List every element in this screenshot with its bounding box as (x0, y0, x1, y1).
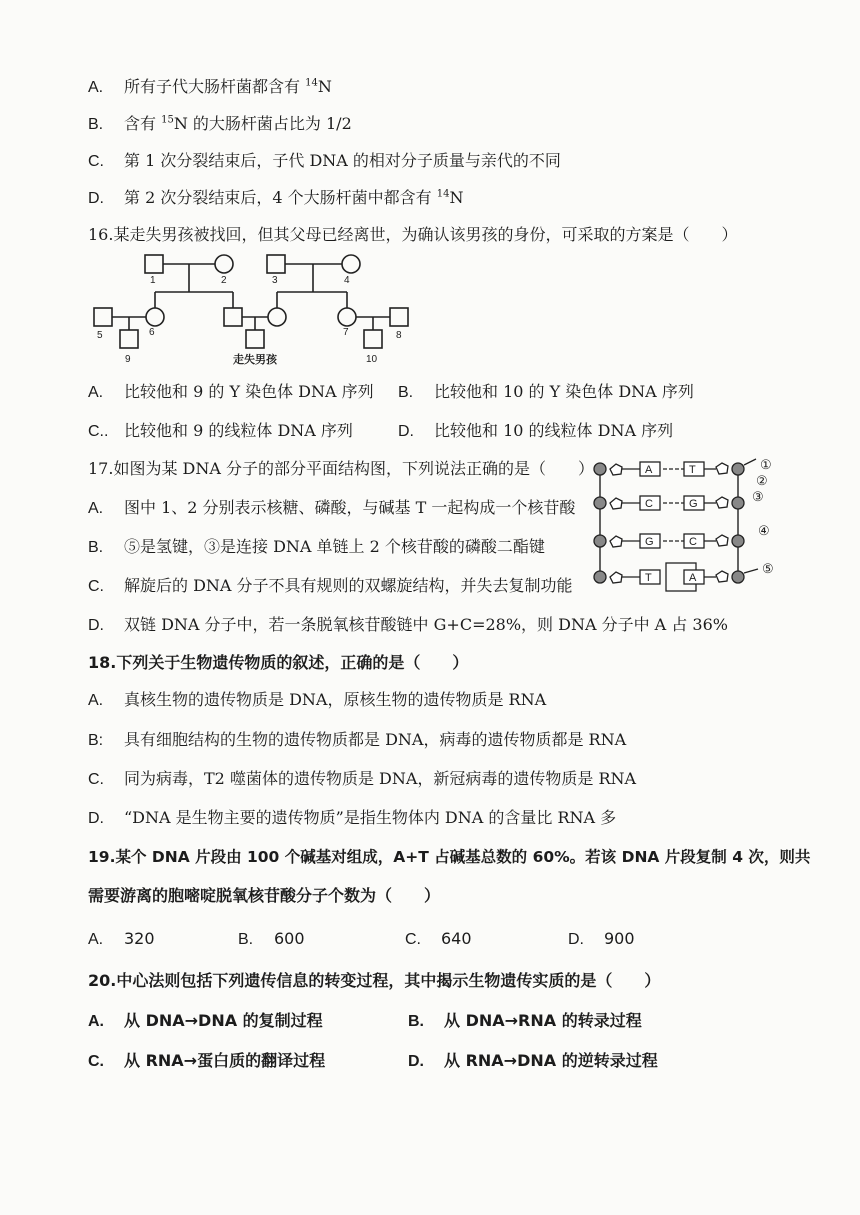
pedigree-male-1 (145, 255, 163, 273)
q16-option-a[interactable]: A. 比较他和 9 的 Y 染色体 DNA 序列 (88, 382, 374, 401)
q19-option-a[interactable]: A. 320 (88, 929, 155, 948)
q18-stem: 18.下列关于生物遗传物质的叙述，正确的是（ ） (88, 653, 469, 672)
pedigree-label-4: 4 (344, 275, 350, 286)
q16-option-d[interactable]: D. 比较他和 10 的线粒体 DNA 序列 (398, 421, 674, 440)
dna-label-1: ① (760, 457, 772, 472)
pedigree-female-6 (146, 308, 164, 326)
pedigree-label-2: 2 (221, 275, 227, 286)
pedigree-male-5 (94, 308, 112, 326)
pedigree-lost-boy-label: 走失男孩 (233, 354, 277, 366)
pedigree-label-6: 6 (149, 327, 155, 338)
pedigree-male-father (224, 308, 242, 326)
q17-stem: 17.如图为某 DNA 分子的部分平面结构图，下列说法正确的是（ ） (88, 459, 595, 478)
dna-base-a-top: A (645, 464, 653, 476)
q20-option-a[interactable]: A. 从 DNA→DNA 的复制过程 (88, 1011, 323, 1030)
pedigree-male-9 (120, 330, 138, 348)
pedigree-male-3 (267, 255, 285, 273)
dna-base-t-row4: T (645, 572, 652, 584)
pedigree-label-9: 9 (125, 354, 131, 365)
pedigree-label-1: 1 (150, 275, 156, 286)
q20-option-c[interactable]: C. 从 RNA→蛋白质的翻译过程 (88, 1051, 326, 1070)
q20-option-d[interactable]: D. 从 RNA→DNA 的逆转录过程 (408, 1051, 658, 1070)
pedigree-diagram (85, 250, 425, 370)
dna-structure-diagram (588, 455, 788, 595)
pedigree-label-3: 3 (272, 275, 278, 286)
pedigree-label-5: 5 (97, 330, 103, 341)
dna-base-t-top: T (689, 464, 696, 476)
q17-option-d[interactable]: D. 双链 DNA 分子中，若一条脱氧核苷酸链中 G+C=28%，则 DNA 分子中 A 占 36% (88, 615, 728, 634)
pedigree-female-2 (215, 255, 233, 273)
q18-option-c[interactable]: C. 同为病毒，T2 噬菌体的遗传物质是 DNA，新冠病毒的遗传物质是 RNA (88, 769, 637, 788)
q19-option-d[interactable]: D. 900 (568, 929, 635, 948)
pedigree-mother (268, 308, 286, 326)
q17-option-a[interactable]: A. 图中 1、2 分别表示核糖、磷酸，与碱基 T 一起构成一个核苷酸 (88, 498, 576, 517)
dna-base-g-row2: G (689, 498, 698, 510)
dna-base-g-row3: G (645, 536, 654, 548)
q19-stem-line1: 19.某个 DNA 片段由 100 个碱基对组成，A+T 占碱基总数的 60%。若该 DNA 片段复制 4 次，则共 (88, 848, 811, 866)
q19-option-b[interactable]: B. 600 (238, 929, 305, 948)
q19-option-c[interactable]: C. 640 (405, 929, 472, 948)
q17-option-c[interactable]: C. 解旋后的 DNA 分子不具有规则的双螺旋结构，并失去复制功能 (88, 576, 573, 595)
q16-option-c[interactable]: C.. 比较他和 9 的线粒体 DNA 序列 (88, 421, 353, 440)
q19-stem-line2: 需要游离的胞嘧啶脱氧核苷酸分子个数为（ ） (88, 886, 441, 905)
pedigree-label-10: 10 (366, 354, 378, 365)
q15-option-a[interactable]: A. 所有子代大肠杆菌都含有 $^{14}$N (88, 77, 332, 96)
pedigree-male-8 (390, 308, 408, 326)
dna-label-5: ⑤ (762, 561, 774, 576)
q15-option-b[interactable]: B. 含有 $^{15}$N 的大肠杆菌占比为 1/2 (88, 114, 352, 133)
dna-label-4: ④ (758, 523, 770, 538)
q20-stem: 20.中心法则包括下列遗传信息的转变过程，其中揭示生物遗传实质的是（ ） (88, 971, 661, 990)
pedigree-male-10 (364, 330, 382, 348)
q18-option-a[interactable]: A. 真核生物的遗传物质是 DNA，原核生物的遗传物质是 RNA (88, 690, 547, 709)
dna-base-a-row4: A (689, 572, 697, 584)
q20-option-b[interactable]: B. 从 DNA→RNA 的转录过程 (408, 1011, 642, 1030)
q17-option-b[interactable]: B. ⑤是氢键，③是连接 DNA 单链上 2 个核苷酸的磷酸二酯键 (88, 537, 545, 556)
pedigree-label-7: 7 (343, 327, 349, 338)
q16-option-b[interactable]: B. 比较他和 10 的 Y 染色体 DNA 序列 (398, 382, 694, 401)
q18-option-d[interactable]: D. “DNA 是生物主要的遗传物质”是指生物体内 DNA 的含量比 RNA 多 (88, 808, 617, 827)
q15-option-d[interactable]: D. 第 2 次分裂结束后，4 个大肠杆菌中都含有 $^{14}$N (88, 188, 464, 207)
dna-base-c-row3: C (689, 536, 697, 548)
q18-option-b[interactable]: B: 具有细胞结构的生物的遗传物质都是 DNA，病毒的遗传物质都是 RNA (88, 730, 627, 749)
pedigree-female-4 (342, 255, 360, 273)
dna-base-c-row2: C (645, 498, 653, 510)
dna-label-3: ③ (752, 489, 764, 504)
pedigree-female-7 (338, 308, 356, 326)
pedigree-lost-boy (246, 330, 264, 348)
q16-stem: 16.某走失男孩被找回，但其父母已经离世，为确认该男孩的身份，可采取的方案是（ ） (88, 225, 738, 244)
dna-label-2: ② (756, 473, 768, 488)
pedigree-label-8: 8 (396, 330, 402, 341)
q15-option-c[interactable]: C. 第 1 次分裂结束后，子代 DNA 的相对分子质量与亲代的不同 (88, 151, 561, 170)
